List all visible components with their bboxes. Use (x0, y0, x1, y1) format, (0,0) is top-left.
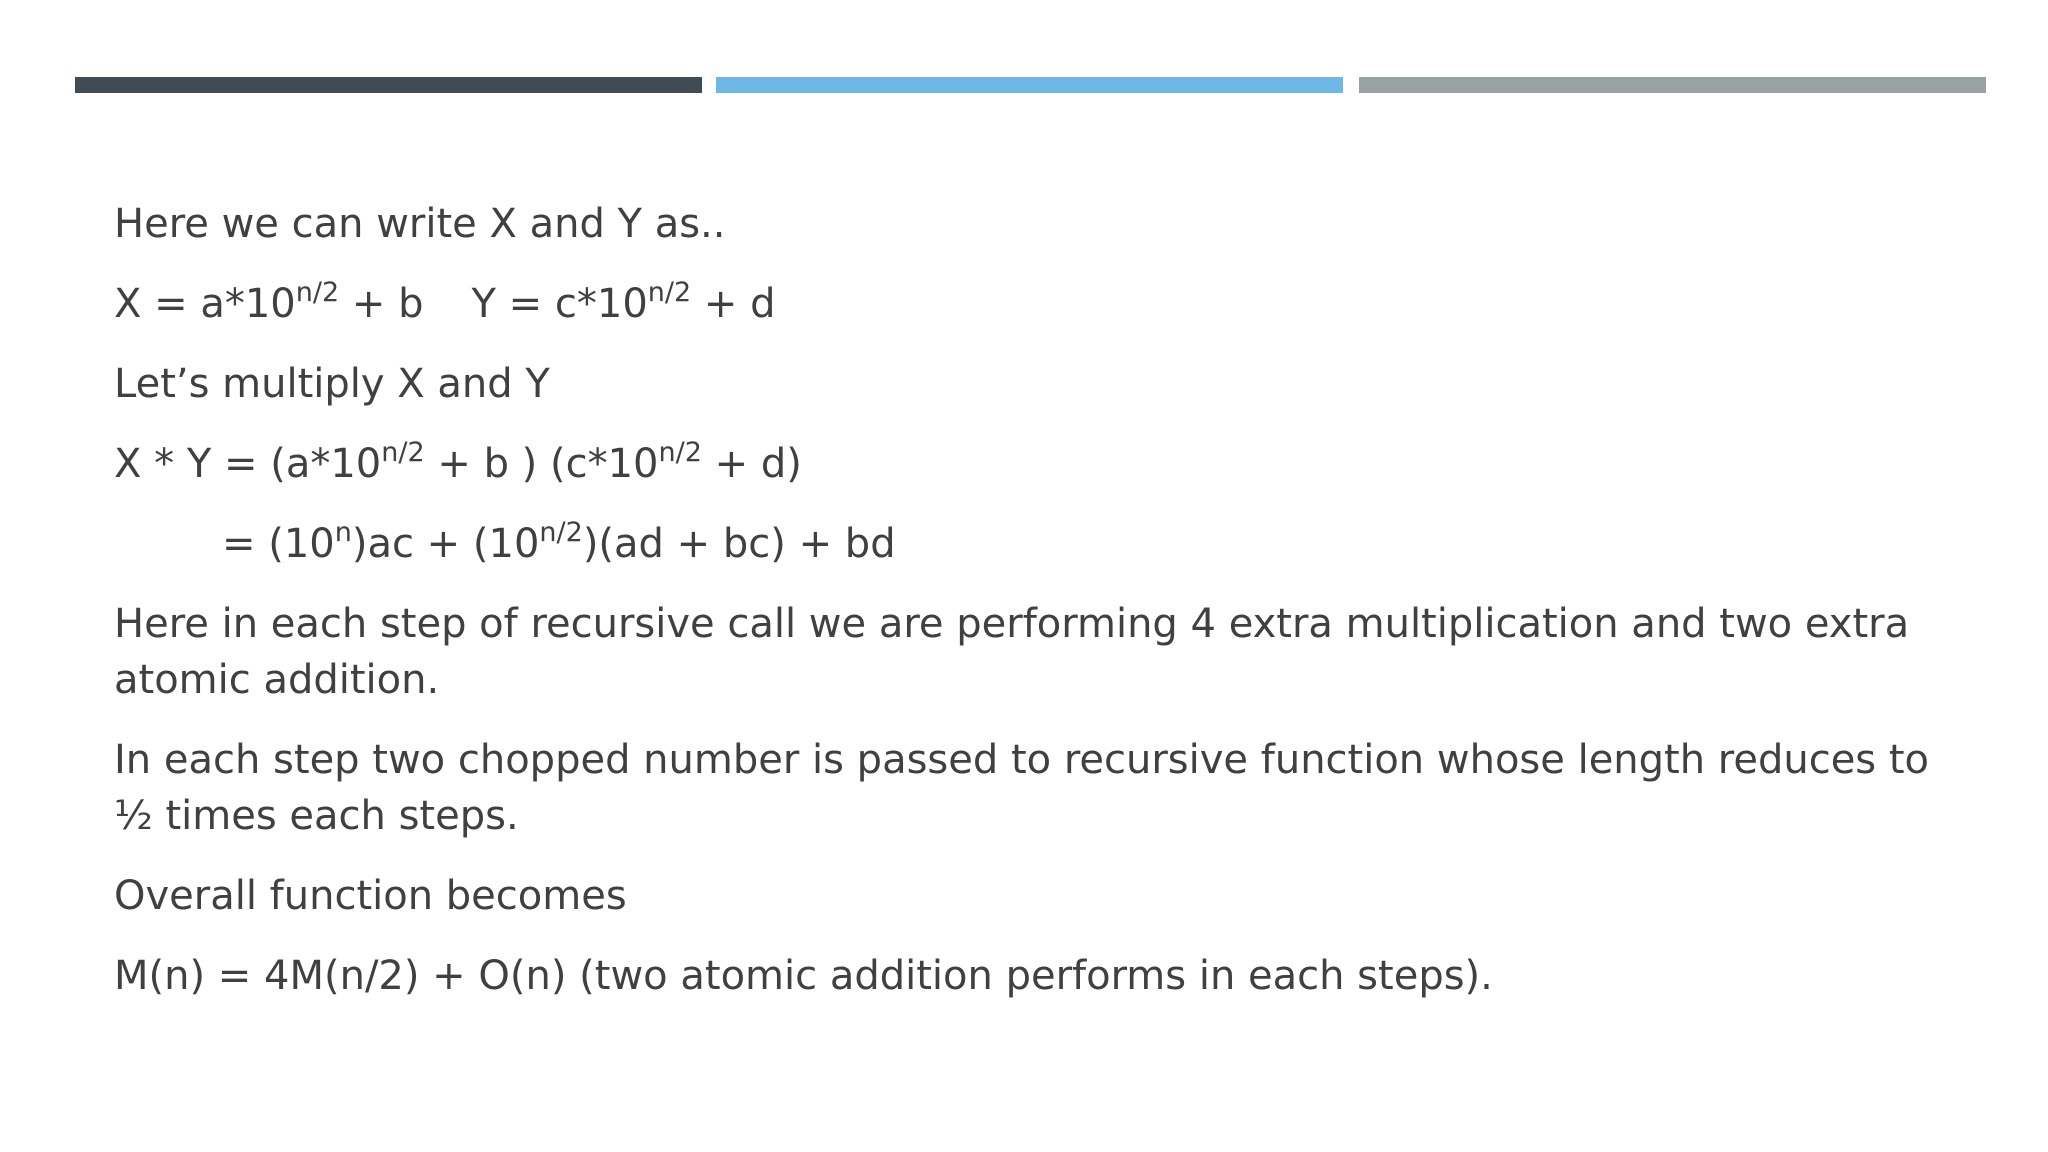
product-exponent-1: n/2 (381, 436, 425, 468)
text-line-1: Here we can write X and Y as.. (114, 201, 726, 247)
product-part-1: X * Y = (a*10 (114, 441, 382, 487)
header-accent-bars (75, 77, 1986, 93)
expansion-part-2: )ac + (10 (351, 521, 540, 567)
x-equation-rhs: + b (339, 281, 424, 327)
x-equation (114, 276, 424, 327)
y-equation-rhs: + d (691, 281, 776, 327)
y-equation-lhs: Y = c*10 (471, 281, 648, 327)
expansion-part-3: )(ad + bc) + bd (582, 521, 896, 567)
expansion-exponent-1: n (334, 516, 352, 548)
text-line-5-expansion (114, 516, 1944, 572)
expansion-part-1: = (10 (222, 521, 335, 567)
text-paragraph-6: Here in each step of recursive call we are performing 4 extra multiplication and two extra atomic addition. (114, 601, 1910, 703)
product-part-3: + d) (701, 441, 802, 487)
expansion-exponent-2: n/2 (539, 516, 583, 548)
accent-bar-dark (75, 77, 702, 93)
product-exponent-2: n/2 (658, 436, 702, 468)
accent-bar-gray (1359, 77, 1986, 93)
text-line-4-product (114, 436, 1944, 492)
text-paragraph-7: In each step two chopped number is passed to recursive function whose length reduces to ½ times each steps. (114, 737, 1930, 839)
product-part-2: + b ) (c*10 (424, 441, 659, 487)
y-equation (471, 276, 776, 327)
x-equation-lhs: X = a*10 (114, 281, 296, 327)
x-equation-exponent: n/2 (295, 276, 340, 308)
y-equation-exponent: n/2 (647, 276, 692, 308)
text-line-2-equations (114, 276, 1944, 332)
text-line-9: M(n) = 4M(n/2) + O(n) (two atomic addition performs in each steps). (114, 953, 1493, 999)
slide-body (114, 196, 1944, 1028)
text-line-3: Let’s multiply X and Y (114, 361, 550, 407)
text-line-8: Overall function becomes (114, 873, 627, 919)
accent-bar-blue (716, 77, 1343, 93)
